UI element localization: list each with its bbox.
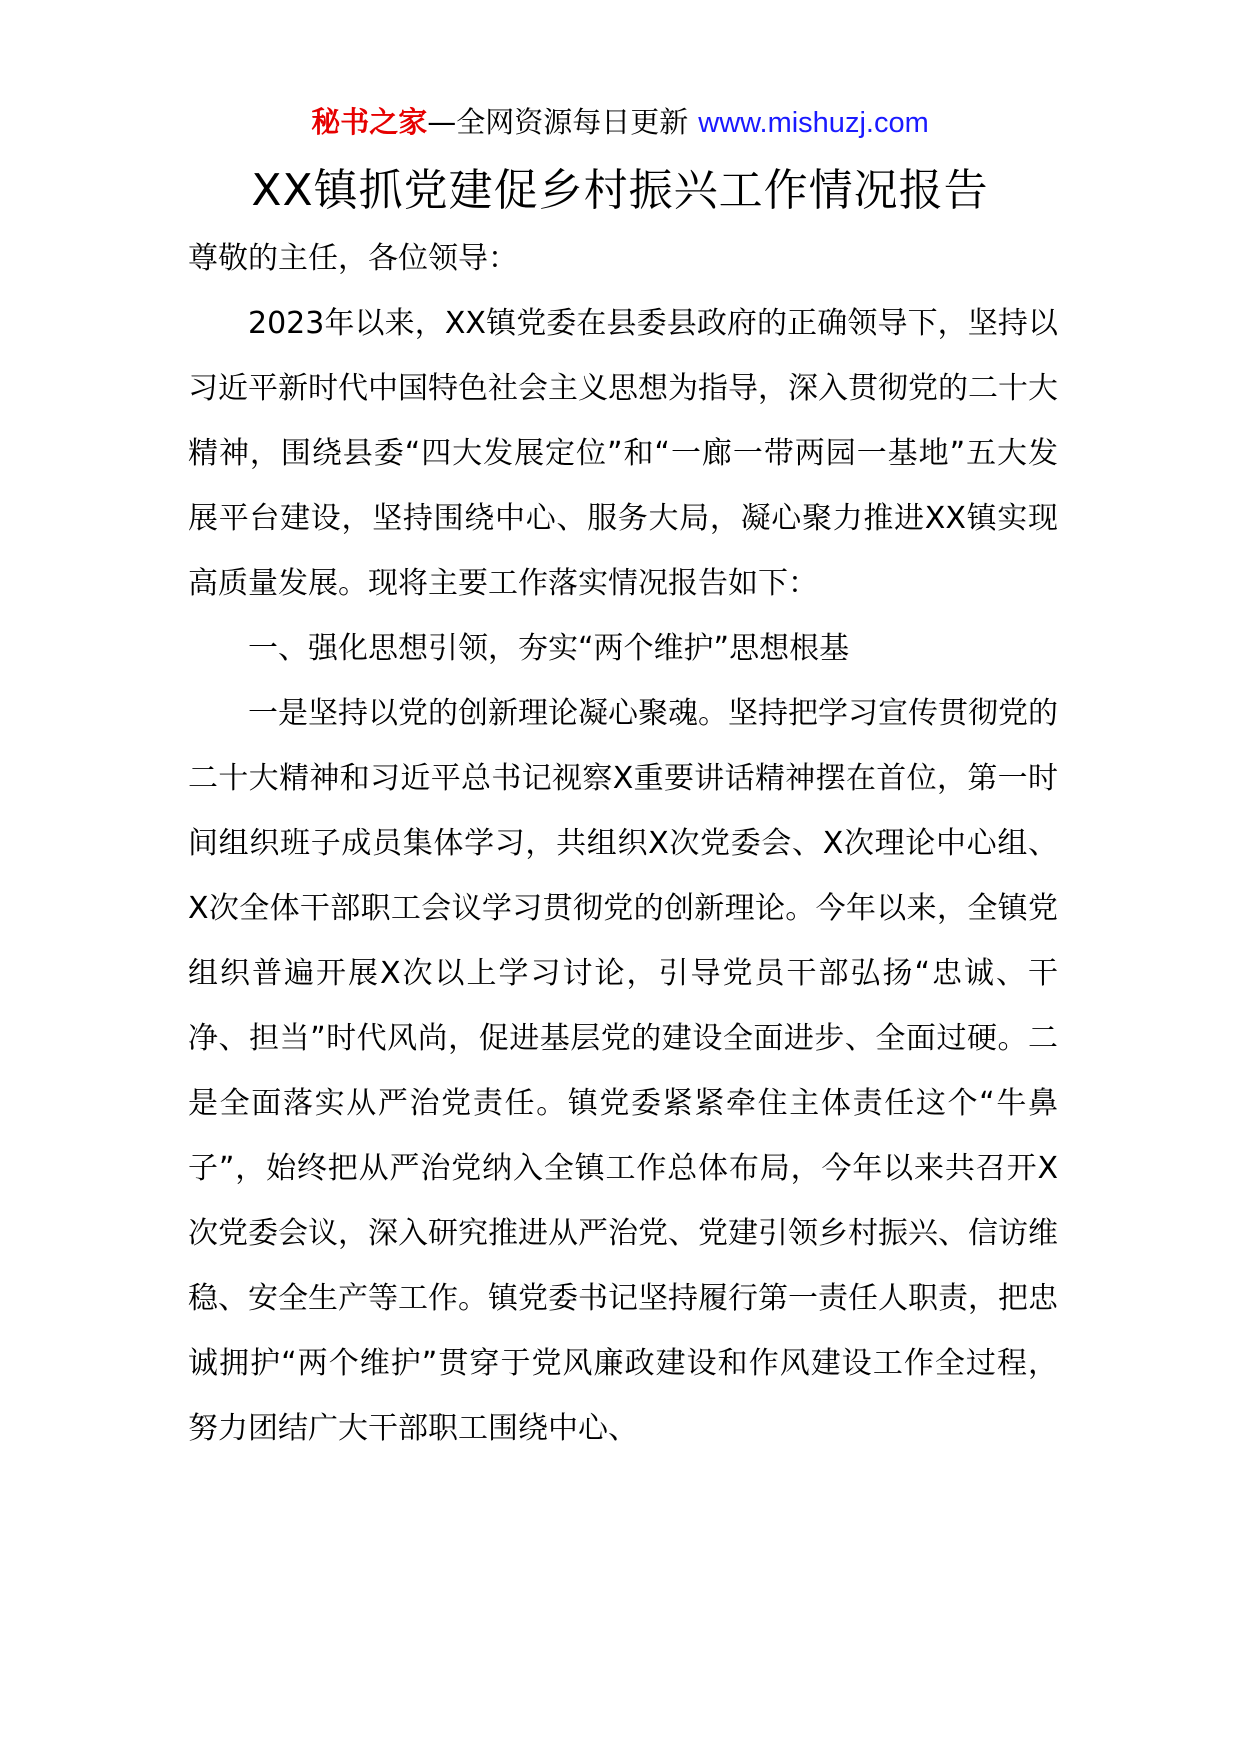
section-1-paragraph: 一是坚持以党的创新理论凝心聚魂。坚持把学习宣传贯彻党的二十大精神和习近平总书记视察X重要讲话精神摆在首位，第一时间组织班子成员集体学习，共组织X次党委会、X次理论中心组、X次全体干部职工会议学习贯彻党的创新理论。今年以来，全镇党组织普遍开展X次以上学习讨论，引导党员干部弘扬“忠诚、干净、担当”时代风尚，促进基层党的建设全面进步、全面过硬。二是全面落实从严治党责任。镇党委紧紧牵住主体责任这个“牛鼻子”，始终把从严治党纳入全镇工作总体布局，今年以来共召开X次党委会议，深入研究推进从严治党、党建引领乡村振兴、信访维稳、安全生产等工作。镇党委书记坚持履行第一责任人职责，把忠诚拥护“两个维护”贯穿于党风廉政建设和作风建设工作全过程，努力团结广大干部职工围绕中心、: [188, 696, 1058, 1446]
brand-name: 秘书之家: [311, 105, 428, 139]
section-heading-1: 一、强化思想引领，夯实“两个维护”思想根基: [248, 631, 850, 666]
document-title: XX镇抓党建促乡村振兴工作情况报告: [251, 165, 989, 216]
salutation: 尊敬的主任，各位领导：: [188, 241, 518, 276]
banner-tagline: —全网资源每日更新: [427, 105, 689, 139]
site-url-link[interactable]: www.mishuzj.com: [698, 107, 929, 139]
header-banner: [0, 100, 1240, 145]
document-body: [188, 226, 1058, 1461]
intro-paragraph: 2023年以来，XX镇党委在县委县政府的正确领导下，坚持以习近平新时代中国特色社会主义思想为指导，深入贯彻党的二十大精神，围绕县委“四大发展定位”和“一廊一带两园一基地”五大发展平台建设，坚持围绕中心、服务大局，凝心聚力推进XX镇实现高质量发展。现将主要工作落实情况报告如下：: [188, 306, 1058, 601]
